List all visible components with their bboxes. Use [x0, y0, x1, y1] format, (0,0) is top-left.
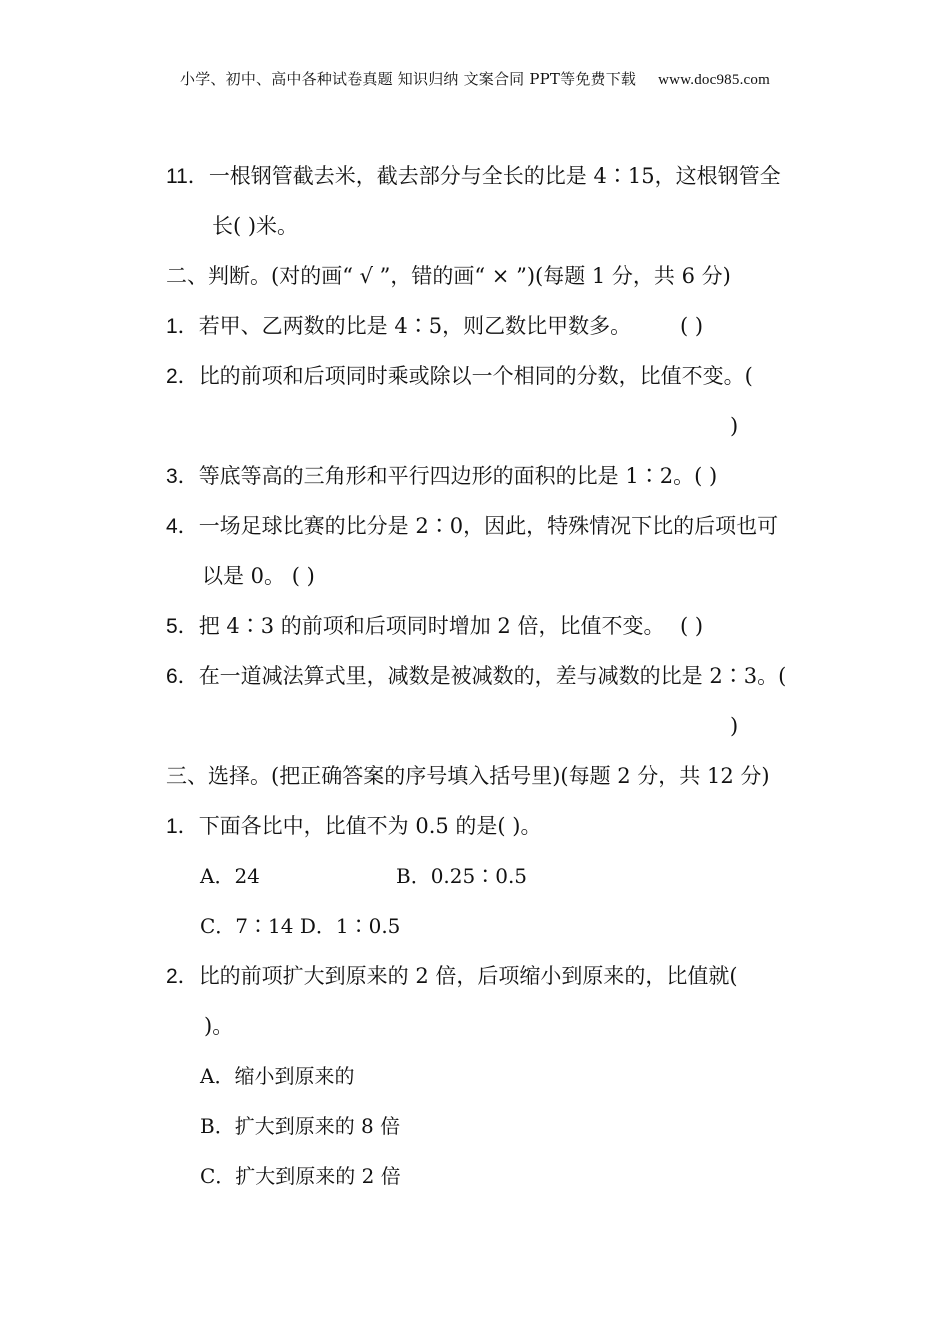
- question-number: 11．: [166, 165, 209, 188]
- judge-item-5: [166, 616, 664, 637]
- choice-question-1: [166, 816, 542, 837]
- option-b: B．0.25∶0.5: [396, 864, 528, 888]
- judge-item-6: [166, 666, 786, 687]
- question-11: [166, 166, 781, 187]
- answer-paren-close: ): [730, 414, 739, 438]
- item-number: 6．: [166, 665, 199, 688]
- question-11-continuation: 长( )米。: [212, 214, 299, 238]
- item-number: 2．: [166, 365, 199, 388]
- judge-item-4-continuation: 以是 0。 ( ): [202, 564, 315, 588]
- section-2-title: 二、判断。(对的画“ √ ”，错的画“ × ”)(每题 1 分，共 6 分): [166, 264, 731, 288]
- choice-question-2-continuation: )。: [204, 1014, 234, 1038]
- answer-paren: ( ): [680, 314, 704, 338]
- header-text: 小学、初中、高中各种试卷真题 知识归纳 文案合同 PPT等免费下载: [180, 70, 637, 88]
- question-text: 下面各比中，比值不为 0.5 的是( )。: [198, 814, 542, 838]
- question-text: 一根钢管截去米，截去部分与全长的比是 4∶15，这根钢管全: [208, 164, 781, 188]
- item-number: 4．: [166, 515, 199, 538]
- item-text: 把 4∶3 的前项和后项同时增加 2 倍，比值不变。: [198, 614, 665, 638]
- judge-item-4: [166, 516, 778, 537]
- question-number: 1．: [166, 815, 199, 838]
- item-number: 3．: [166, 465, 199, 488]
- answer-paren-close: ): [730, 714, 739, 738]
- item-number: 1．: [166, 315, 199, 338]
- judge-item-2: [166, 366, 753, 387]
- section-3-title: 三、选择。(把正确答案的序号填入括号里)(每题 2 分，共 12 分): [166, 764, 770, 788]
- item-text: 若甲、乙两数的比是 4∶5，则乙数比甲数多。: [198, 314, 632, 338]
- option-c: C．扩大到原来的 2 倍: [200, 1164, 401, 1188]
- item-text: 在一道减法算式里，减数是被减数的，差与减数的比是 2∶3。(: [198, 664, 787, 688]
- page-header: [0, 68, 950, 89]
- choice-question-2: [166, 966, 738, 987]
- item-text: 等底等高的三角形和平行四边形的面积的比是 1∶2。( ): [198, 464, 718, 488]
- item-text: 一场足球比赛的比分是 2∶0，因此，特殊情况下比的后项也可: [198, 514, 779, 538]
- item-text: 比的前项和后项同时乘或除以一个相同的分数，比值不变。(: [198, 364, 753, 388]
- option-a: A．缩小到原来的: [200, 1064, 355, 1088]
- header-site: www.doc985.com: [658, 72, 770, 88]
- option-b: B．扩大到原来的 8 倍: [200, 1114, 401, 1138]
- answer-paren: ( ): [680, 614, 704, 638]
- item-number: 5．: [166, 615, 199, 638]
- option-a: A．24: [200, 864, 260, 888]
- option-c-d: C．7∶14 D．1∶0.5: [200, 914, 401, 938]
- judge-item-3: [166, 466, 717, 487]
- question-text: 比的前项扩大到原来的 2 倍，后项缩小到原来的，比值就(: [198, 964, 738, 988]
- judge-item-1: [166, 316, 631, 337]
- question-number: 2．: [166, 965, 199, 988]
